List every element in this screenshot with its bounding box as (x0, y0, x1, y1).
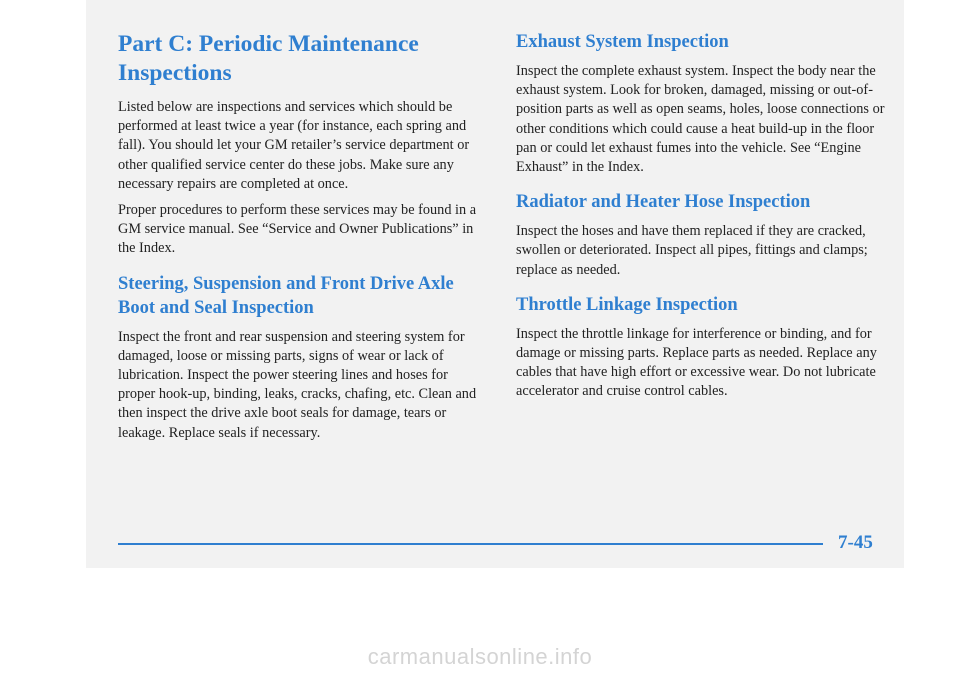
intro-paragraph-2: Proper procedures to perform these services may be found in a GM service manual. See “Service and Owner Publications” in the Index. (118, 202, 477, 257)
radiator-paragraph: Inspect the hoses and have them replaced if they are cracked, swollen or deteriorated. Inspect all pipes, fittings and clamps; replace as needed. (516, 223, 868, 278)
exhaust-heading: Exhaust System Inspection (516, 32, 729, 52)
footer-rule (118, 543, 823, 545)
throttle-heading: Throttle Linkage Inspection (516, 294, 738, 315)
steering-heading: Steering, Suspension and Front Drive Axle Boot and Seal Inspection (118, 273, 454, 318)
throttle-paragraph: Inspect the throttle linkage for interference or binding, and for damage or missing parts. Replace parts as needed. Replace any cables that have high effort or excessive wear. Do not lubricate accelerator and cruise control cables. (516, 325, 877, 400)
section-title: Part C: Periodic Maintenance Inspections (118, 31, 419, 86)
intro-paragraph-1: Listed below are inspections and services which should be performed at least twice a year (for instance, each spring and fall). You should let your GM retailer’s service department or other qualified service center do these jobs. Make sure any necessary repairs are completed at once. (118, 99, 470, 192)
page-number: 7-45 (838, 532, 873, 553)
radiator-heading: Radiator and Heater Hose Inspection (516, 192, 811, 213)
exhaust-paragraph: Inspect the complete exhaust system. Inspect the body near the exhaust system. Look for broken, damaged, missing or out-of-position parts as well as open seams, holes, loose connections or other conditions which could cause a heat build-up in the floor pan or could let exhaust fumes into the vehicle. See “Engine Exhaust” in the Index. (516, 63, 885, 176)
site-watermark: carmanualsonline.info (367, 644, 593, 669)
steering-paragraph: Inspect the front and rear suspension and steering system for damaged, loose or missing parts, signs of wear or lack of lubrication. Inspect the power steering lines and hoses for proper hook-up, binding, leaks, cracks, chafing, etc. Clean and then inspect the drive axle boot seals for damage, tears or leakage. Replace seals if necessary. (118, 328, 477, 441)
right-column (516, 30, 888, 409)
left-column (118, 30, 488, 450)
